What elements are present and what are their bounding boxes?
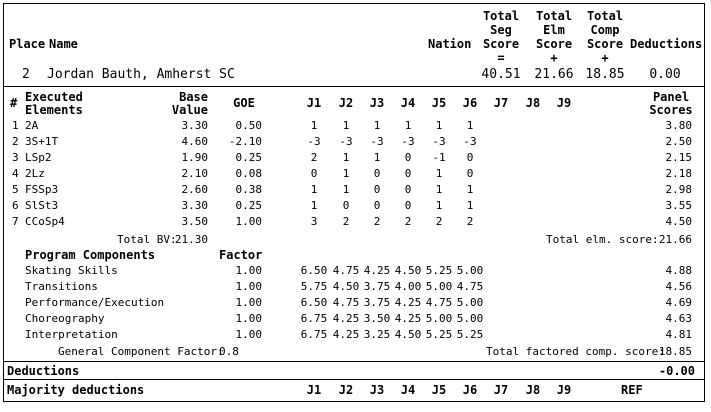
component-factor: 1.00 [235, 264, 262, 277]
majority-judge-j8: J8 [525, 383, 541, 397]
component-judge-score: 6.50 [300, 296, 328, 309]
element-judge-score: 1 [310, 183, 318, 196]
majority-judge-j6: J6 [462, 383, 478, 397]
component-name: Performance/Execution [25, 296, 165, 309]
element-number: 1 [12, 119, 19, 132]
majority-judge-j2: J2 [338, 383, 354, 397]
skater-seg-score: 40.51 [481, 67, 521, 82]
seg-score-header-1: Total [482, 9, 520, 23]
element-judge-score: 2 [435, 215, 443, 228]
element-judge-score: 1 [342, 119, 350, 132]
element-number-header: # [10, 96, 18, 110]
element-panel-score: 2.15 [665, 151, 692, 164]
element-number: 3 [12, 151, 19, 164]
component-judge-score: 4.25 [394, 312, 422, 325]
panel-scores-header-1: Panel [652, 90, 690, 104]
element-name: 3S+1T [25, 135, 59, 148]
component-judge-score: 6.75 [300, 328, 328, 341]
total-factored-comp-label: Total factored comp. score: [486, 345, 665, 358]
component-judge-score: 4.25 [332, 328, 360, 341]
element-base-value: 3.30 [181, 119, 208, 132]
component-judge-score: 4.75 [332, 296, 360, 309]
element-base-value: 4.60 [181, 135, 208, 148]
component-panel-score: 4.56 [665, 280, 692, 293]
component-factor: 1.00 [235, 280, 262, 293]
component-judge-score: 4.75 [456, 280, 484, 293]
divider-deductions [3, 361, 705, 362]
component-judge-score: 6.75 [300, 312, 328, 325]
component-name: Interpretation [25, 328, 118, 341]
judge-header-j5: J5 [431, 96, 447, 110]
total-elm-label: Total elm. score: [546, 233, 659, 246]
judge-header-j2: J2 [338, 96, 354, 110]
skater-deductions: 0.00 [649, 67, 681, 82]
component-name: Choreography [25, 312, 105, 325]
comp-score-header-2: Comp [590, 23, 620, 37]
judge-header-j4: J4 [400, 96, 416, 110]
component-panel-score: 4.63 [665, 312, 692, 325]
component-factor: 1.00 [235, 296, 262, 309]
component-judge-score: 4.50 [332, 280, 360, 293]
component-judge-score: 6.50 [300, 264, 328, 277]
component-panel-score: 4.88 [665, 264, 692, 277]
element-number: 2 [12, 135, 19, 148]
judge-header-j7: J7 [493, 96, 509, 110]
component-judge-score: 4.50 [394, 264, 422, 277]
element-base-value: 3.50 [181, 215, 208, 228]
element-name: CCoSp4 [25, 215, 65, 228]
element-panel-score: 3.80 [665, 119, 692, 132]
comp-score-header-4: + [601, 51, 609, 65]
majority-deductions-label: Majority deductions [7, 383, 145, 397]
program-components-header: Program Components [25, 248, 156, 262]
component-judge-score: 3.75 [363, 296, 391, 309]
element-name: 2Lz [25, 167, 45, 180]
comp-score-header-1: Total [586, 9, 624, 23]
skater-elm-score: 21.66 [534, 67, 574, 82]
judge-header-j6: J6 [462, 96, 478, 110]
element-judge-score: 1 [435, 119, 443, 132]
goe-header: GOE [233, 96, 255, 110]
element-judge-score: 0 [466, 167, 474, 180]
element-judge-score: 1 [310, 119, 318, 132]
general-component-factor-value: 0.8 [219, 345, 239, 358]
element-number: 7 [12, 215, 19, 228]
skater-name: Jordan Bauth, Amherst SC [47, 67, 235, 82]
element-judge-score: 1 [404, 119, 412, 132]
total-bv-value: 21.30 [174, 233, 208, 246]
element-base-value: 2.60 [181, 183, 208, 196]
base-value-header-1: Base [179, 90, 208, 104]
element-judge-score: 0 [310, 167, 318, 180]
executed-elements-header-1: Executed [25, 90, 83, 104]
element-goe: -2.10 [228, 135, 262, 148]
element-judge-score: 3 [310, 215, 318, 228]
element-judge-score: 1 [435, 199, 443, 212]
component-judge-score: 5.25 [425, 264, 453, 277]
majority-judge-j9: J9 [556, 383, 572, 397]
element-judge-score: 2 [466, 215, 474, 228]
component-judge-score: 4.75 [425, 296, 453, 309]
element-judge-score: 1 [466, 183, 474, 196]
element-name: 2A [25, 119, 39, 132]
element-base-value: 3.30 [181, 199, 208, 212]
element-judge-score: -3 [463, 135, 477, 148]
elm-score-header-2: Elm [543, 23, 565, 37]
component-factor: 1.00 [235, 312, 262, 325]
component-panel-score: 4.81 [665, 328, 692, 341]
judge-header-j9: J9 [556, 96, 572, 110]
component-judge-score: 5.00 [425, 280, 453, 293]
panel-scores-header-2: Scores [649, 103, 693, 117]
nation-header: Nation [428, 37, 472, 51]
comp-score-header-3: Score [586, 37, 624, 51]
component-judge-score: 5.25 [425, 328, 453, 341]
element-panel-score: 2.98 [665, 183, 692, 196]
element-judge-score: -3 [432, 135, 446, 148]
majority-judge-j5: J5 [431, 383, 447, 397]
element-name: LSp2 [25, 151, 52, 164]
element-goe: 0.25 [235, 199, 262, 212]
component-judge-score: 5.00 [456, 264, 484, 277]
component-judge-score: 5.00 [456, 296, 484, 309]
component-factor: 1.00 [235, 328, 262, 341]
total-factored-comp-value: 18.85 [658, 345, 692, 358]
element-judge-score: 1 [373, 119, 381, 132]
element-goe: 1.00 [235, 215, 262, 228]
element-judge-score: -3 [339, 135, 353, 148]
elm-score-header-4: + [550, 51, 558, 65]
component-name: Transitions [25, 280, 98, 293]
component-judge-score: 4.25 [394, 296, 422, 309]
component-judge-score: 4.00 [394, 280, 422, 293]
element-goe: 0.08 [235, 167, 262, 180]
element-panel-score: 2.50 [665, 135, 692, 148]
element-goe: 0.25 [235, 151, 262, 164]
executed-elements-header-2: Elements [25, 103, 83, 117]
element-judge-score: 1 [373, 151, 381, 164]
base-value-header-2: Value [171, 103, 208, 117]
component-judge-score: 4.75 [332, 264, 360, 277]
element-judge-score: 0 [404, 151, 412, 164]
component-judge-score: 3.50 [363, 312, 391, 325]
element-base-value: 1.90 [181, 151, 208, 164]
majority-judge-j3: J3 [369, 383, 385, 397]
element-judge-score: -3 [370, 135, 384, 148]
deductions-value: -0.00 [658, 364, 695, 378]
element-judge-score: 1 [466, 119, 474, 132]
elm-score-header-3: Score [535, 37, 573, 51]
element-judge-score: 1 [342, 183, 350, 196]
element-judge-score: 0 [404, 199, 412, 212]
element-judge-score: 1 [342, 167, 350, 180]
element-judge-score: 1 [310, 199, 318, 212]
seg-score-header-4: = [497, 51, 505, 65]
skater-comp-score: 18.85 [585, 67, 625, 82]
element-judge-score: -3 [307, 135, 321, 148]
judge-header-j8: J8 [525, 96, 541, 110]
seg-score-header-2: Seg [490, 23, 512, 37]
element-number: 5 [12, 183, 19, 196]
component-judge-score: 4.50 [394, 328, 422, 341]
total-bv-label: Total BV: [117, 233, 177, 246]
component-judge-score: 4.25 [332, 312, 360, 325]
element-judge-score: -1 [432, 151, 446, 164]
element-goe: 0.50 [235, 119, 262, 132]
element-panel-score: 2.18 [665, 167, 692, 180]
component-judge-score: 3.25 [363, 328, 391, 341]
element-judge-score: 0 [373, 167, 381, 180]
element-number: 4 [12, 167, 19, 180]
divider-majority [3, 379, 705, 380]
component-judge-score: 5.25 [456, 328, 484, 341]
name-header: Name [49, 37, 78, 51]
majority-judge-j4: J4 [400, 383, 416, 397]
component-judge-score: 4.25 [363, 264, 391, 277]
element-judge-score: 0 [373, 183, 381, 196]
elm-score-header-1: Total [535, 9, 573, 23]
component-name: Skating Skills [25, 264, 118, 277]
factor-header: Factor [219, 248, 263, 262]
element-number: 6 [12, 199, 19, 212]
judge-header-j3: J3 [369, 96, 385, 110]
element-panel-score: 4.50 [665, 215, 692, 228]
divider-header [3, 86, 705, 87]
skater-place: 2 [22, 67, 30, 82]
element-judge-score: 1 [435, 167, 443, 180]
element-panel-score: 3.55 [665, 199, 692, 212]
element-judge-score: 2 [373, 215, 381, 228]
component-panel-score: 4.69 [665, 296, 692, 309]
element-judge-score: 2 [342, 215, 350, 228]
component-judge-score: 5.75 [300, 280, 328, 293]
component-judge-score: 5.00 [456, 312, 484, 325]
element-judge-score: 1 [342, 151, 350, 164]
general-component-factor-label: General Component Factor: [58, 345, 224, 358]
element-judge-score: 1 [435, 183, 443, 196]
element-name: FSSp3 [25, 183, 59, 196]
total-elm-value: 21.66 [658, 233, 692, 246]
majority-judge-j1: J1 [306, 383, 322, 397]
element-judge-score: -3 [401, 135, 415, 148]
element-name: SlSt3 [25, 199, 59, 212]
element-judge-score: 0 [466, 151, 474, 164]
element-judge-score: 0 [404, 183, 412, 196]
component-judge-score: 3.75 [363, 280, 391, 293]
deductions-label: Deductions [7, 364, 80, 378]
component-judge-score: 5.00 [425, 312, 453, 325]
element-base-value: 2.10 [181, 167, 208, 180]
element-judge-score: 2 [404, 215, 412, 228]
element-judge-score: 0 [373, 199, 381, 212]
seg-score-header-3: Score [482, 37, 520, 51]
deductions-header: Deductions [630, 37, 703, 51]
ref-label: REF [621, 383, 643, 397]
element-judge-score: 0 [342, 199, 350, 212]
judge-header-j1: J1 [306, 96, 322, 110]
place-header: Place [9, 37, 46, 51]
element-judge-score: 2 [310, 151, 318, 164]
element-goe: 0.38 [235, 183, 262, 196]
element-judge-score: 0 [404, 167, 412, 180]
majority-judge-j7: J7 [493, 383, 509, 397]
element-judge-score: 1 [466, 199, 474, 212]
